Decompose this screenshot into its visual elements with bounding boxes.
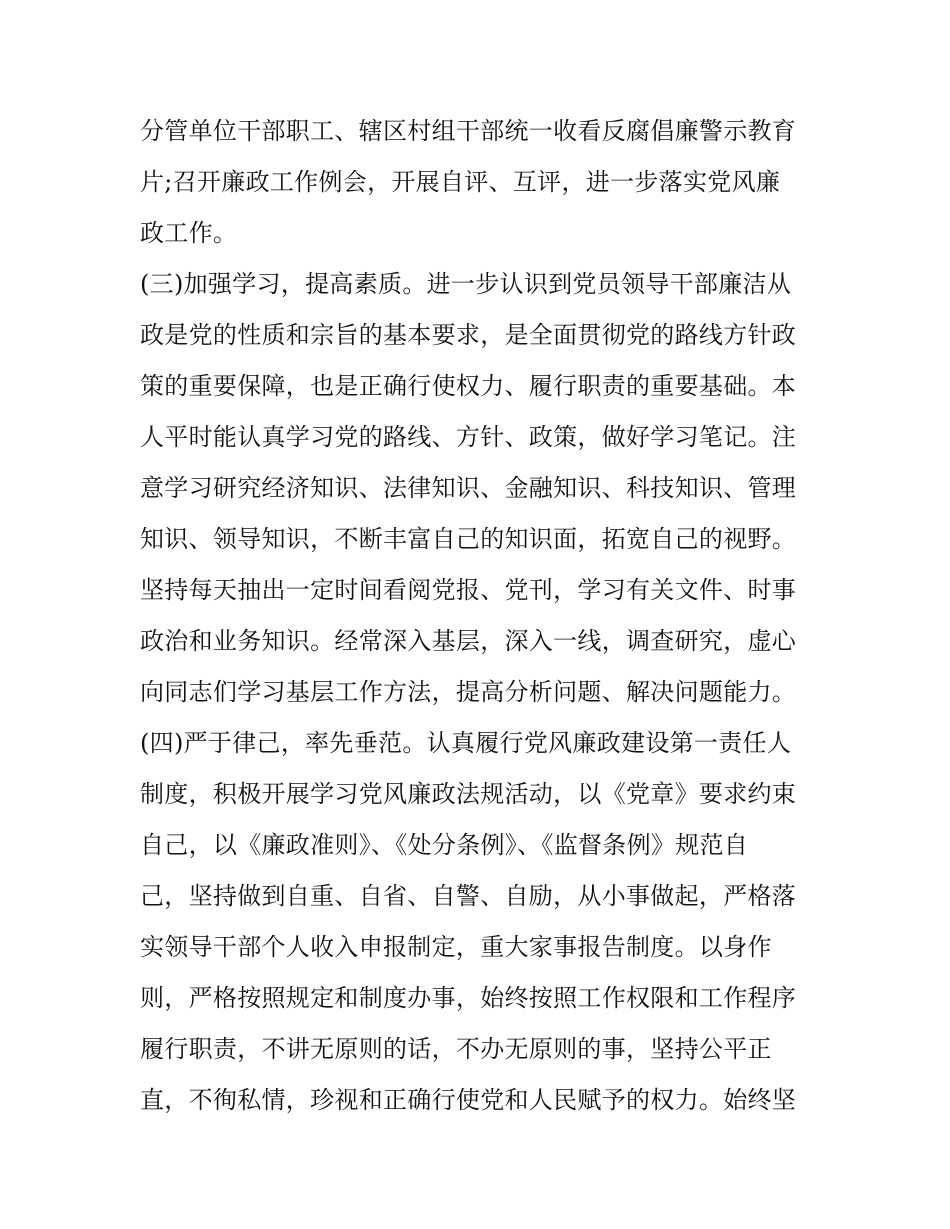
text-line: 履行职责，不讲无原则的话，不办无原则的事，坚持公平正 bbox=[140, 1035, 772, 1063]
text-line: 片;召开廉政工作例会，开展自评、互评，进一步落实党风廉 bbox=[140, 168, 781, 196]
section-heading-line: (四)严于律己，率先垂范。认真履行党风廉政建设第一责任人 bbox=[140, 729, 792, 757]
text-line: 实领导干部个人收入申报制定，重大家事报告制度。以身作 bbox=[140, 933, 772, 961]
text-line: 己，坚持做到自重、自省、自警、自励，从小事做起，严格落 bbox=[140, 882, 797, 910]
text-line: 政是党的性质和宗旨的基本要求，是全面贯彻党的路线方针政 bbox=[140, 321, 797, 349]
text-line: 策的重要保障，也是正确行使权力、履行职责的重要基础。本 bbox=[140, 372, 797, 400]
text-line: 坚持每天抽出一定时间看阅党报、党刊，学习有关文件、时事 bbox=[140, 576, 797, 604]
text-line: 制度，积极开展学习党风廉政法规活动，以《党章》要求约束 bbox=[140, 780, 797, 808]
section-heading-line: (三)加强学习，提高素质。进一步认识到党员领导干部廉洁从 bbox=[140, 270, 792, 298]
text-line: 政工作。 bbox=[140, 219, 238, 247]
text-line: 向同志们学习基层工作方法，提高分析问题、解决问题能力。 bbox=[140, 678, 797, 706]
text-line: 人平时能认真学习党的路线、方针、政策，做好学习笔记。注 bbox=[140, 423, 797, 451]
text-line: 意学习研究经济知识、法律知识、金融知识、科技知识、管理 bbox=[140, 474, 797, 502]
text-line: 知识、领导知识，不断丰富自己的知识面，拓宽自己的视野。 bbox=[140, 525, 797, 553]
text-line: 直，不徇私情，珍视和正确行使党和人民赋予的权力。始终坚 bbox=[140, 1086, 797, 1114]
body-text bbox=[140, 110, 830, 1130]
text-line: 自己，以《廉政准则》、《处分条例》、《监督条例》规范自 bbox=[140, 831, 749, 859]
text-line: 则，严格按照规定和制度办事，始终按照工作权限和工作程序 bbox=[140, 984, 797, 1012]
text-line: 分管单位干部职工、辖区村组干部统一收看反腐倡廉警示教育 bbox=[140, 117, 797, 145]
text-line: 政治和业务知识。经常深入基层，深入一线，调查研究，虚心 bbox=[140, 627, 797, 655]
